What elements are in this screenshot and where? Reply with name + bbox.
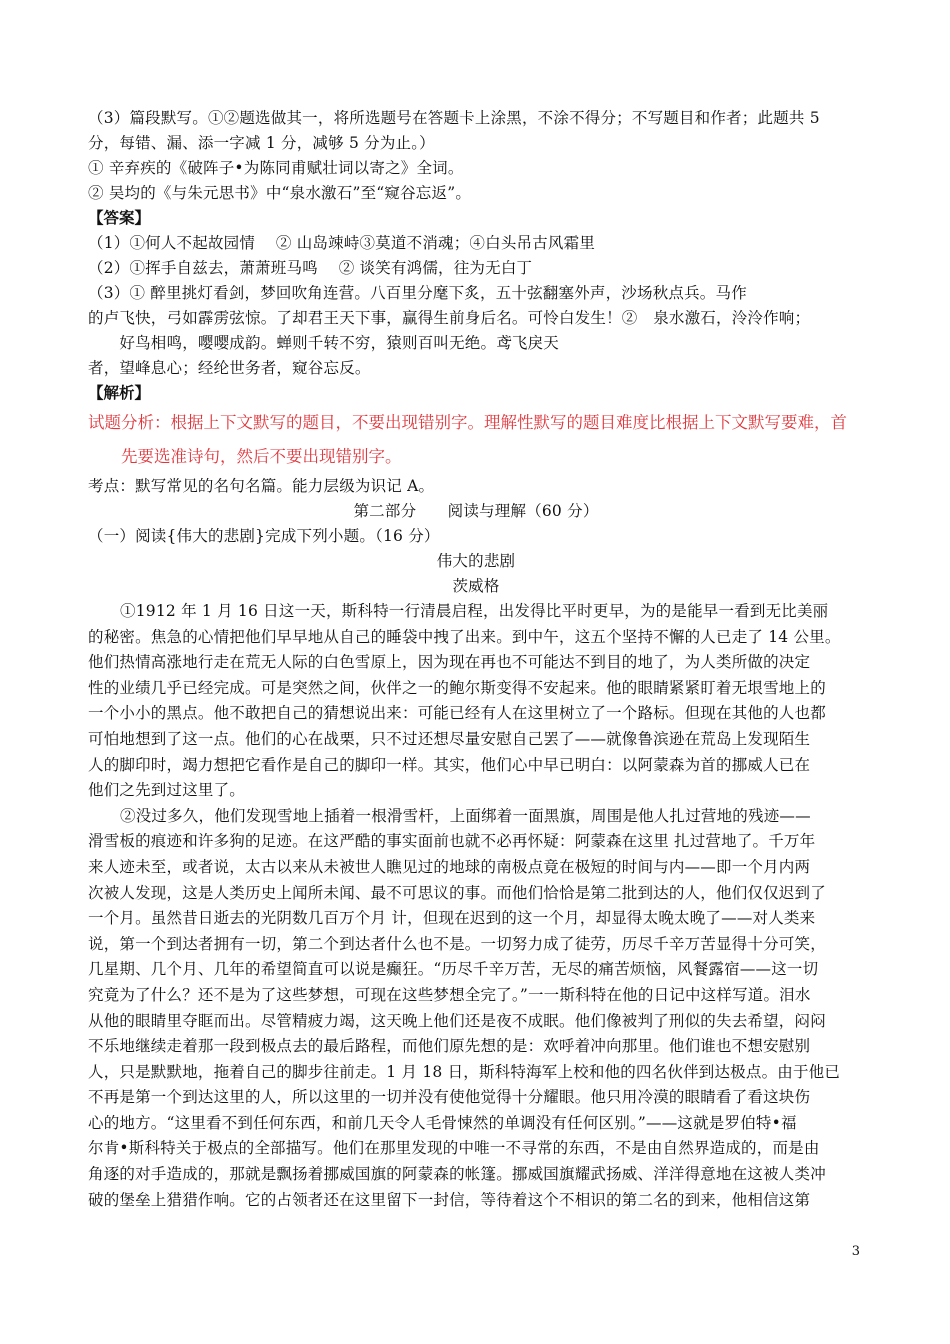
answer-line: （2）①挥手自兹去，萧萧班马鸣 ② 谈笑有鸿儒，往为无白丁 [88,259,533,277]
paragraph-line: ②没过多久，他们发现雪地上插着一根滑雪杆，上面绑着一面黑旗，周围是他人扎过营地的残迹—— [120,806,811,825]
article-author: 茨威格 [452,577,500,595]
paragraph-line: 来人迹未至，或者说，太古以来从未被世人瞧见过的地球的南极点竟在极短的时间与内——即一个月内两 [88,857,811,876]
kaodian-line: 考点：默写常见的名句名篇。能力层级为识记 A。 [88,477,435,495]
article-title: 伟大的悲剧 [436,552,516,570]
paragraph-line: 从他的眼睛里夺眶而出。尽管精疲力竭，这天晚上他们还是夜不成眠。他们像被判了刑似的失去希望，闷闷 [88,1011,826,1030]
paragraph-line: 他们之先到过这里了。 [88,781,246,800]
answer-line: 的卢飞快，弓如霹雳弦惊。了却君王天下事，赢得生前身后名。可怜白发生！② 泉水激石，泠泠作响； [88,309,811,327]
answer-line: （1）①何人不起故园情 ② 山岛竦峙③莫道不消魂；④白头吊古风霜里 [88,234,596,252]
analysis-block [88,381,864,499]
answer-line: 好鸟相鸣，嘤嘤成韵。蝉则千转不穷，猿则百叫无绝。鸢飞戾天 [88,334,560,352]
answer-line: 者，望峰息心；经纶世务者，窥谷忘反。 [88,359,371,377]
paragraph-line: 一个小小的黑点。他不敢把自己的猜想说出来：可能已经有人在这里树立了一个路标。但现在其他的人也都 [88,704,826,723]
paragraph-line: 性的业绩几乎已经完成。可是突然之间，伙伴之一的鲍尔斯变得不安起来。他的眼睛紧紧盯着无垠雪地上的 [88,678,826,697]
section3-line: ② 吴均的《与朱元思书》中“泉水激石”至“窥谷忘返”。 [88,184,472,202]
paragraph-line: 可怕地想到了这一点。他们的心在战栗，只不过还想尽量安慰自己罢了——就像鲁滨逊在荒岛上发现陌生 [88,729,811,748]
paragraph-1 [88,599,864,804]
paragraph-line: 的秘密。焦急的心情把他们早早地从自己的睡袋中拽了出来。到中午，这五个坚持不懈的人已走了 14 公里。 [88,627,841,646]
part2-header [88,499,864,599]
paragraph-line: 角逐的对手造成的，那就是飘扬着挪威国旗的阿蒙森的帐篷。挪威国旗耀武扬威、洋洋得意地在这被人类冲 [88,1165,826,1184]
paragraph-line: 他们热情高涨地行走在荒无人际的白色雪原上，因为现在再也不可能达不到目的地了，为人类所做的决定 [88,653,811,672]
paragraph-line: 一个月。虽然昔日逝去的光阴数几百万个月 计，但现在迟到的这一个月，却显得太晚太晚了——对人类来 [88,909,816,928]
part2-intro: （一）阅读{伟大的悲剧}完成下列小题。（16 分） [88,527,440,545]
section3-line: （3）篇段默写。①②题选做其一，将所选题号在答题卡上涂黑，不涂不得分；不写题目和作者；此题共 5 [88,109,820,127]
section3-line: 分，每错、漏、添一字减 1 分，减够 5 分为止。） [88,134,435,152]
paragraph-line: 不乐地继续走着那一段到极点去的最后路程，而他们原先想的是：欢呼着冲向那里。他们谁也不想安慰别 [88,1037,811,1056]
paragraph-line: 几星期、几个月、几年的希望简直可以说是癫狂。“历尽千辛万苦，无尽的痛苦烦恼，风餐露宿——这一切 [88,960,819,979]
part2-title: 第二部分 阅读与理解（60 分） [353,502,599,520]
section3-line: ① 辛弃疾的《破阵子•为陈同甫赋壮词以寄之》全词。 [88,159,464,177]
paragraph-line: 破的堡垒上猎猎作响。它的占领者还在这里留下一封信，等待着这个不相识的第二名的到来，他相信这第 [88,1190,811,1209]
paragraph-2 [88,804,864,1214]
answer-heading: 【答案】 [88,209,151,227]
paragraph-line: 人的脚印时，竭力想把它看作是自己的脚印一样。其实，他们心中早已明白：以阿蒙森为首的挪威人已在 [88,755,811,774]
paragraph-line: 心的地方。“这里看不到任何东西，和前几天令人毛骨悚然的单调没有任何区别。”——这就是罗伯特•福 [88,1113,797,1132]
paragraph-line: 滑雪板的痕迹和许多狗的足迹。在这严酷的事实面前也就不必再怀疑：阿蒙森在这里 扎过营地了。千万年 [88,832,816,851]
analysis-heading: 【解析】 [88,384,151,402]
paragraph-line: 人，只是默默地，拖着自己的脚步往前走。1 月 18 日，斯科特海军上校和他的四名伙伴到达极点。由于他已 [88,1062,841,1081]
page-number: 3 [851,1244,860,1259]
paragraph-line: 次被人发现，这是人类历史上闻所未闻、最不可思议的事。而他们恰恰是第二批到达的人，他们仅仅迟到了 [88,883,826,902]
paragraph-line: 不再是第一个到达这里的人，所以这里的一切并没有使他觉得十分耀眼。他只用冷漠的眼睛看了看这块伤 [88,1088,811,1107]
paragraph-line: 尔肯•斯科特关于极点的全部描写。他们在那里发现的中唯一不寻常的东西，不是由自然界造成的，而是由 [88,1139,820,1158]
paragraph-line: 说，第一个到达者拥有一切，第二个到达者什么也不是。一切努力成了徒劳，历尽千辛万苦显得十分可笑， [88,934,826,953]
section3-block [88,106,864,206]
answer-block [88,206,864,381]
answer-line: （3）① 醉里挑灯看剑，梦回吹角连营。八百里分麾下炙，五十弦翻塞外声，沙场秋点兵。马作 [88,284,747,302]
document-page [88,106,864,1213]
analysis-line: 试题分析：根据上下文默写的题目，不要出现错别字。理解性默写的题目难度比根据上下文默写要难，首 [88,413,847,432]
analysis-line: 先要选准诗句，然后不要出现错别字。 [88,447,402,466]
paragraph-line: ①1912 年 1 月 16 日这一天，斯科特一行清晨启程，出发得比平时更早，为的是能早一看到无比美丽 [120,602,829,620]
paragraph-line: 究竟为了什么？还不是为了这些梦想，可现在这些梦想全完了。”一一斯科特在他的日记中这样写道。泪水 [88,985,811,1004]
